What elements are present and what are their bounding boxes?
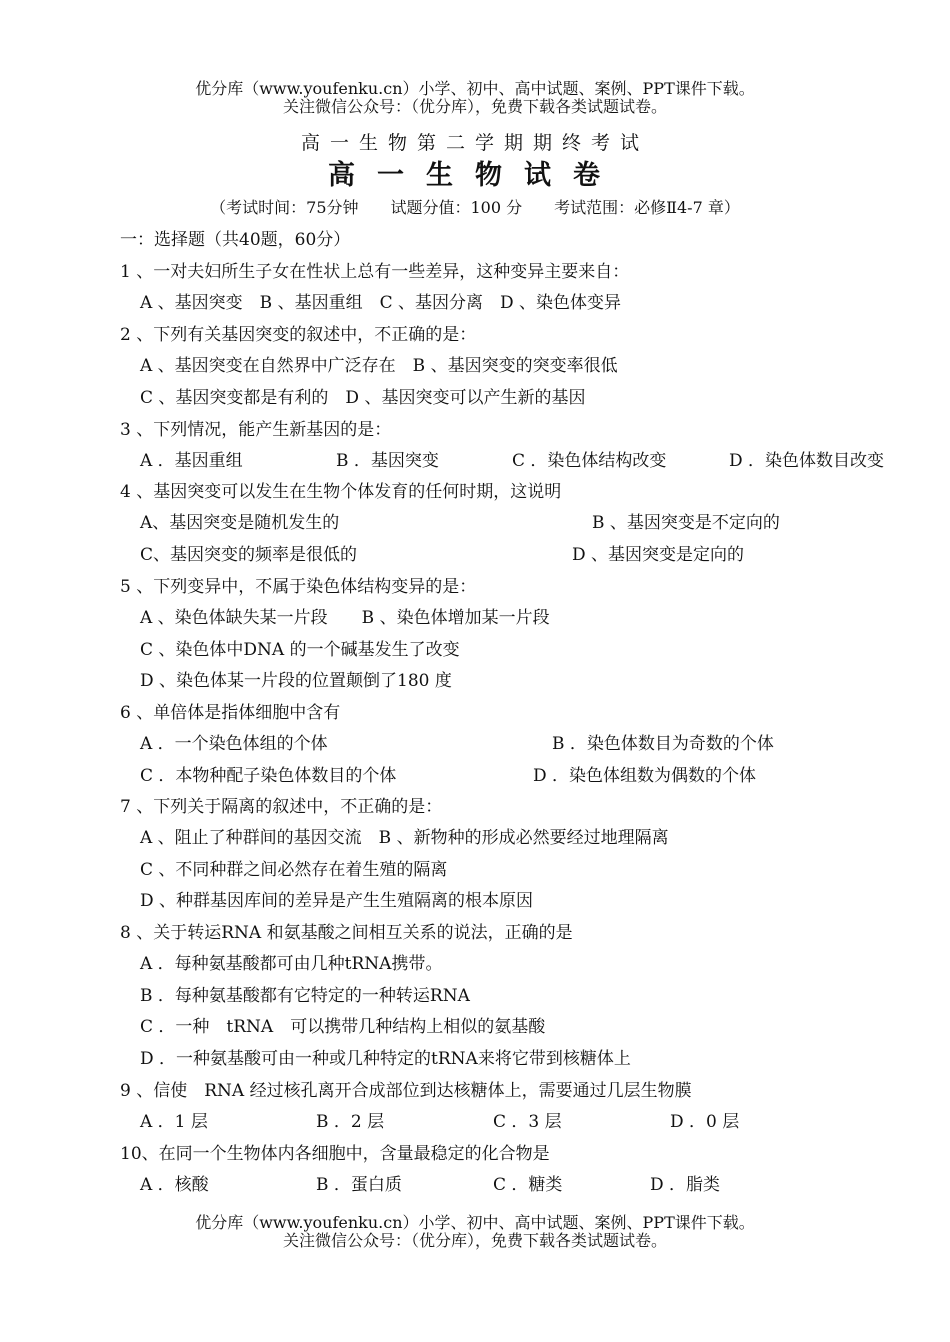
question-9-option-c: C ．3 层 <box>493 1112 562 1132</box>
question-8-option-d: D ．一种氨基酸可由一种或几种特定的tRNA来将它带到核糖体上 <box>140 1049 631 1069</box>
question-10-option-d: D ．脂类 <box>650 1175 721 1195</box>
question-5-stem: 5 、下列变异中，不属于染色体结构变异的是： <box>120 577 477 597</box>
question-6-option-a: A ．一个染色体组的个体 <box>140 734 328 754</box>
question-2-stem: 2 、下列有关基因突变的叙述中，不正确的是： <box>120 325 477 345</box>
question-5-option-d: D 、染色体某一片段的位置颠倒了180 度 <box>140 671 452 691</box>
header-line-2: 关注微信公众号：（优分库），免费下载各类试题试卷。 <box>282 97 667 116</box>
exam-info: （考试时间：75分钟 试题分值：100 分 考试范围：必修Ⅱ4-7 章） <box>210 198 740 217</box>
question-7-option-d: D 、种群基因库间的差异是产生生殖隔离的根本原因 <box>140 891 534 911</box>
question-6-option-c: C ．本物种配子染色体数目的个体 <box>140 766 397 786</box>
question-6-option-d: D ．染色体组数为偶数的个体 <box>533 766 757 786</box>
question-9-option-a: A ．1 层 <box>140 1112 208 1132</box>
question-3-stem: 3 、下列情况，能产生新基因的是： <box>120 420 392 440</box>
question-10-option-a: A ．核酸 <box>140 1175 209 1195</box>
question-1-options: A 、基因突变 B 、基因重组 C 、基因分离 D 、染色体变异 <box>140 293 622 313</box>
question-5-options-ab: A 、染色体缺失某一片段 B 、染色体增加某一片段 <box>140 608 550 628</box>
footer-line-1: 优分库（www.youfenku.cn）小学、初中、高中试题、案例、PPT课件下载。 <box>195 1213 755 1232</box>
question-4-stem: 4 、基因突变可以发生在生物个体发育的任何时期，这说明 <box>120 482 562 502</box>
question-9-option-b: B ．2 层 <box>316 1112 385 1132</box>
question-4-option-b: B 、基因突变是不定向的 <box>592 513 780 533</box>
question-8-option-c: C ．一种 tRNA 可以携带几种结构上相似的氨基酸 <box>140 1017 546 1037</box>
question-8-stem: 8 、关于转运RNA 和氨基酸之间相互关系的说法，正确的是 <box>120 923 573 943</box>
question-6-stem: 6 、单倍体是指体细胞中含有 <box>120 703 341 723</box>
exam-subtitle: 高一生物第二学期期终考试 <box>300 132 649 154</box>
footer-line-2: 关注微信公众号：（优分库），免费下载各类试题试卷。 <box>282 1231 667 1250</box>
question-9-option-d: D ．0 层 <box>670 1112 740 1132</box>
question-3-option-c: C ．染色体结构改变 <box>512 451 667 471</box>
question-9-stem: 9 、信使 RNA 经过核孔离开合成部位到达核糖体上，需要通过几层生物膜 <box>120 1081 692 1101</box>
question-3-option-d: D ．染色体数目改变 <box>729 451 885 471</box>
question-2-options-ab: A 、基因突变在自然界中广泛存在 B 、基因突变的突变率很低 <box>140 356 618 376</box>
question-2-options-cd: C 、基因突变都是有利的 D 、基因突变可以产生新的基因 <box>140 388 586 408</box>
question-6-option-b: B ．染色体数目为奇数的个体 <box>552 734 774 754</box>
exam-title: 高一生物试卷 <box>328 160 622 191</box>
question-8-option-b: B ．每种氨基酸都有它特定的一种转运RNA <box>140 986 470 1006</box>
question-5-option-c: C 、染色体中DNA 的一个碱基发生了改变 <box>140 640 460 660</box>
question-4-option-a: A、基因突变是随机发生的 <box>140 513 340 533</box>
question-10-option-b: B ．蛋白质 <box>316 1175 402 1195</box>
question-7-stem: 7 、下列关于隔离的叙述中，不正确的是： <box>120 797 443 817</box>
question-4-option-c: C、基因突变的频率是很低的 <box>140 545 358 565</box>
question-4-option-d: D 、基因突变是定向的 <box>572 545 745 565</box>
question-1-stem: 1 、一对夫妇所生子女在性状上总有一些差异，这种变异主要来自： <box>120 262 630 282</box>
question-8-option-a: A ．每种氨基酸都可由几种tRNA携带。 <box>140 954 443 974</box>
header-line-1: 优分库（www.youfenku.cn）小学、初中、高中试题、案例、PPT课件下载。 <box>195 79 755 98</box>
question-3-option-b: B ．基因突变 <box>336 451 439 471</box>
question-3-option-a: A ．基因重组 <box>140 451 243 471</box>
question-7-options-ab: A 、阻止了种群间的基因交流 B 、新物种的形成必然要经过地理隔离 <box>140 828 669 848</box>
section-heading: 一：选择题（共40题，60分） <box>120 230 351 250</box>
question-10-stem: 10、在同一个生物体内各细胞中，含量最稳定的化合物是 <box>120 1144 550 1164</box>
question-10-option-c: C ．糖类 <box>493 1175 563 1195</box>
question-7-option-c: C 、不同种群之间必然存在着生殖的隔离 <box>140 860 448 880</box>
